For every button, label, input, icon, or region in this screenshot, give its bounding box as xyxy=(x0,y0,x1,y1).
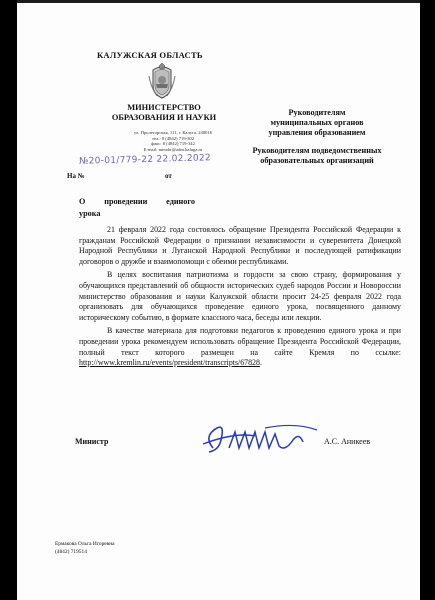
region-title: КАЛУЖСКАЯ ОБЛАСТЬ xyxy=(97,50,203,60)
letter-page xyxy=(17,0,420,600)
scan-edge xyxy=(17,0,420,3)
recipient-1-line-3: управления образованием xyxy=(268,128,366,137)
fax-line: факс: 8 (4842) 719-342 xyxy=(151,141,195,147)
subject-word: проведении xyxy=(104,197,148,206)
phone-line: тел.: 8 (4842) 719-302 xyxy=(151,135,195,141)
reference-date-label: от xyxy=(165,172,172,180)
body-paragraph-3 xyxy=(79,326,401,368)
subject-line-2: урока xyxy=(79,209,101,218)
recipient-2-line-2: образовательных организаций xyxy=(260,156,374,165)
paragraph-3-end: . xyxy=(259,358,262,368)
subject-word: единого xyxy=(166,197,195,206)
signatory-name: А.С. Аникеев xyxy=(324,437,371,446)
recipient-1-line-1: Руководителям xyxy=(288,108,346,117)
reference-number-label: На № xyxy=(67,172,85,180)
kremlin-link[interactable]: http://www.kremlin.ru/events/president/transcripts/67828 xyxy=(79,358,260,368)
ministry-line-1: МИНИСТЕРСТВО xyxy=(127,103,201,112)
letter-subject xyxy=(79,196,195,220)
email-line: E-mail: minobr@adm.kaluga.ru xyxy=(143,146,203,152)
executor-block xyxy=(55,540,115,556)
ministry-name xyxy=(105,103,223,123)
body-paragraph-1: 21 февраля 2022 года состоялось обращение Президента Российской Федерации к гражданам Российской Федерации о признании независимости и суверенитета Донецкой Народной Республики и Луганской Народной Республики и последующей ратификации договоров о дружбе и взаимопомощи с обеими республиками. xyxy=(79,225,401,266)
ministry-line-2: ОБРАЗОВАНИЯ И НАУКИ xyxy=(111,113,217,122)
recipient-1-line-2: муниципальных органов xyxy=(270,118,364,127)
executor-name: Ермакова Ольга Игоревна xyxy=(55,541,115,547)
executor-phone: (4842) 719514 xyxy=(55,549,87,555)
paragraph-3-text: В качестве материала для подготовки педагогов к проведению единого урока и при проведении урока рекомендуем использовать обращение Президента Российской Федерации, полный текст которого размещен на сайте Кремля по ссылке: xyxy=(79,326,401,357)
ministry-address xyxy=(118,130,228,152)
coat-of-arms-icon xyxy=(145,62,179,100)
recipients-block xyxy=(242,108,392,166)
body-paragraph-2: В целях воспитания патриотизма и гордости за свою страну, формирования у обучающихся представлений об общности исторических судеб народов России и Новороссии министерство образования и науки Калужской области просит 24-25 февраля 2022 года организовать для обучающихся проведение единого урока, посвященного данному историческому событию, в формате классного часа, беседы или лекции. xyxy=(79,270,401,322)
signatory-title: Министр xyxy=(75,437,109,446)
address-line: ул. Пролетарская, 111, г. Калуга, 248016 xyxy=(133,130,213,135)
subject-word: О xyxy=(79,197,86,206)
recipient-2-line-1: Руководителям подведомственных xyxy=(252,146,382,155)
registration-number: №20-01/779-22 22.02.2022 xyxy=(78,153,212,167)
letter-body xyxy=(79,225,401,372)
handwritten-signature xyxy=(195,418,325,458)
